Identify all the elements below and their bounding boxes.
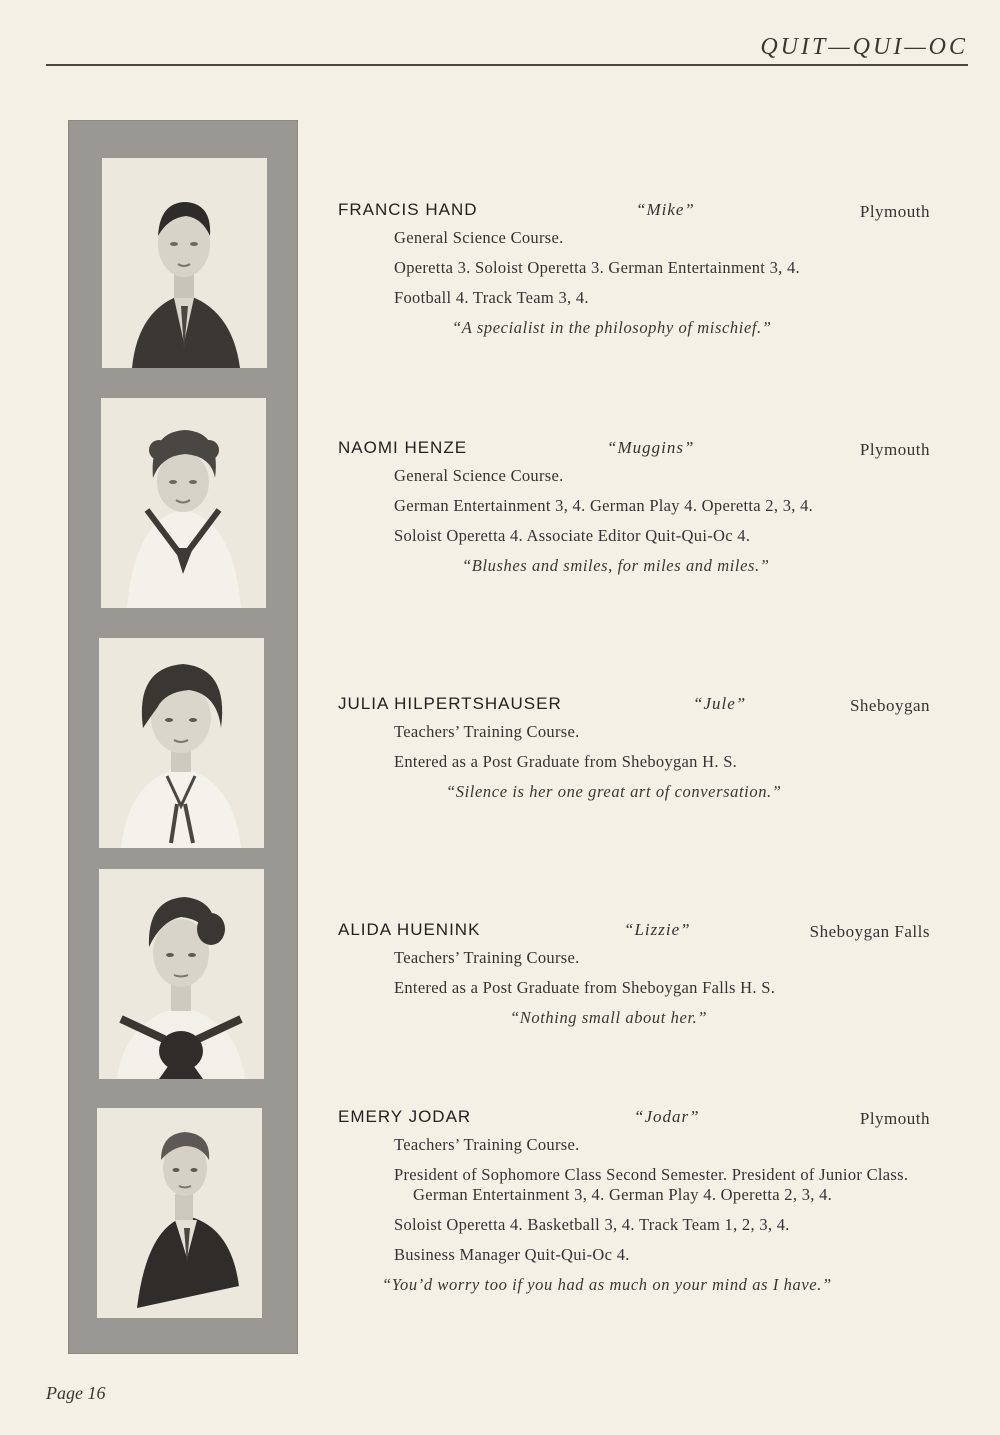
student-course: Teachers’ Training Course. <box>394 722 580 741</box>
student-quote: “A specialist in the philosophy of mischief.” <box>452 318 772 337</box>
student-name: EMERY JODAR <box>338 1107 472 1126</box>
student-quote: “You’d worry too if you had as much on your mind as I have.” <box>382 1275 832 1294</box>
portrait-emery-jodar <box>97 1108 262 1318</box>
student-activity-line: Business Manager Quit-Qui-Oc 4. <box>394 1245 630 1264</box>
student-course: General Science Course. <box>394 466 564 485</box>
portrait-julia-hilpertshauser-image <box>99 638 264 848</box>
student-quote: “Silence is her one great art of conversation.” <box>446 782 782 801</box>
student-hometown: Plymouth <box>859 440 930 459</box>
student-nickname: “Jule” <box>693 694 747 713</box>
student-quote: “Blushes and smiles, for miles and miles.” <box>462 556 770 575</box>
portrait-francis-hand-image <box>102 158 267 368</box>
student-hometown: Plymouth <box>859 1109 930 1128</box>
student-entry <box>338 920 930 1028</box>
portrait-emery-jodar-image <box>97 1108 262 1318</box>
student-entry <box>338 1107 930 1295</box>
student-name: JULIA HILPERTSHAUSER <box>338 694 562 713</box>
student-activity-line: German Entertainment 3, 4. German Play 4. Operetta 2, 3, 4. <box>394 496 814 515</box>
portrait-alida-huenink-image <box>99 869 264 1079</box>
portrait-julia-hilpertshauser <box>99 638 264 848</box>
student-activity-line: Entered as a Post Graduate from Sheboygan H. S. <box>394 752 738 771</box>
header-rule <box>46 64 968 66</box>
student-entry <box>338 694 930 802</box>
student-name: ALIDA HUENINK <box>338 920 481 939</box>
student-hometown: Plymouth <box>859 202 930 221</box>
student-name: FRANCIS HAND <box>338 200 478 219</box>
student-activity-line: Football 4. Track Team 3, 4. <box>394 288 589 307</box>
portrait-alida-huenink <box>99 869 264 1079</box>
student-nickname: “Muggins” <box>607 438 695 457</box>
student-nickname: “Mike” <box>636 200 695 219</box>
student-course: Teachers’ Training Course. <box>394 1135 580 1154</box>
student-activity-line: Soloist Operetta 4. Associate Editor Quit-Qui-Oc 4. <box>394 526 751 545</box>
student-entry <box>338 438 930 576</box>
student-entry <box>338 200 930 338</box>
student-nickname: “Lizzie” <box>624 920 691 939</box>
student-quote: “Nothing small about her.” <box>510 1008 708 1027</box>
portrait-naomi-henze <box>101 398 266 608</box>
student-activity-line: Operetta 3. Soloist Operetta 3. German Entertainment 3, 4. <box>394 258 800 277</box>
student-hometown: Sheboygan Falls <box>809 922 930 941</box>
student-activity-line: Entered as a Post Graduate from Sheboygan Falls H. S. <box>394 978 776 997</box>
student-activity-line: Soloist Operetta 4. Basketball 3, 4. Track Team 1, 2, 3, 4. <box>394 1215 790 1234</box>
student-hometown: Sheboygan <box>849 696 930 715</box>
student-course: General Science Course. <box>394 228 564 247</box>
portrait-naomi-henze-image <box>101 398 266 608</box>
student-activity-line: President of Sophomore Class Second Semester. President of Junior Class. German Entertainment 3, 4. German Play 4. Operetta 2, 3, 4. <box>394 1165 909 1204</box>
portrait-francis-hand <box>102 158 267 368</box>
page-number: Page 16 <box>46 1383 106 1403</box>
running-head: QUIT—QUI—OC <box>760 34 968 60</box>
student-name: NAOMI HENZE <box>338 438 468 457</box>
student-nickname: “Jodar” <box>634 1107 700 1126</box>
student-course: Teachers’ Training Course. <box>394 948 580 967</box>
portrait-strip <box>68 120 298 1354</box>
